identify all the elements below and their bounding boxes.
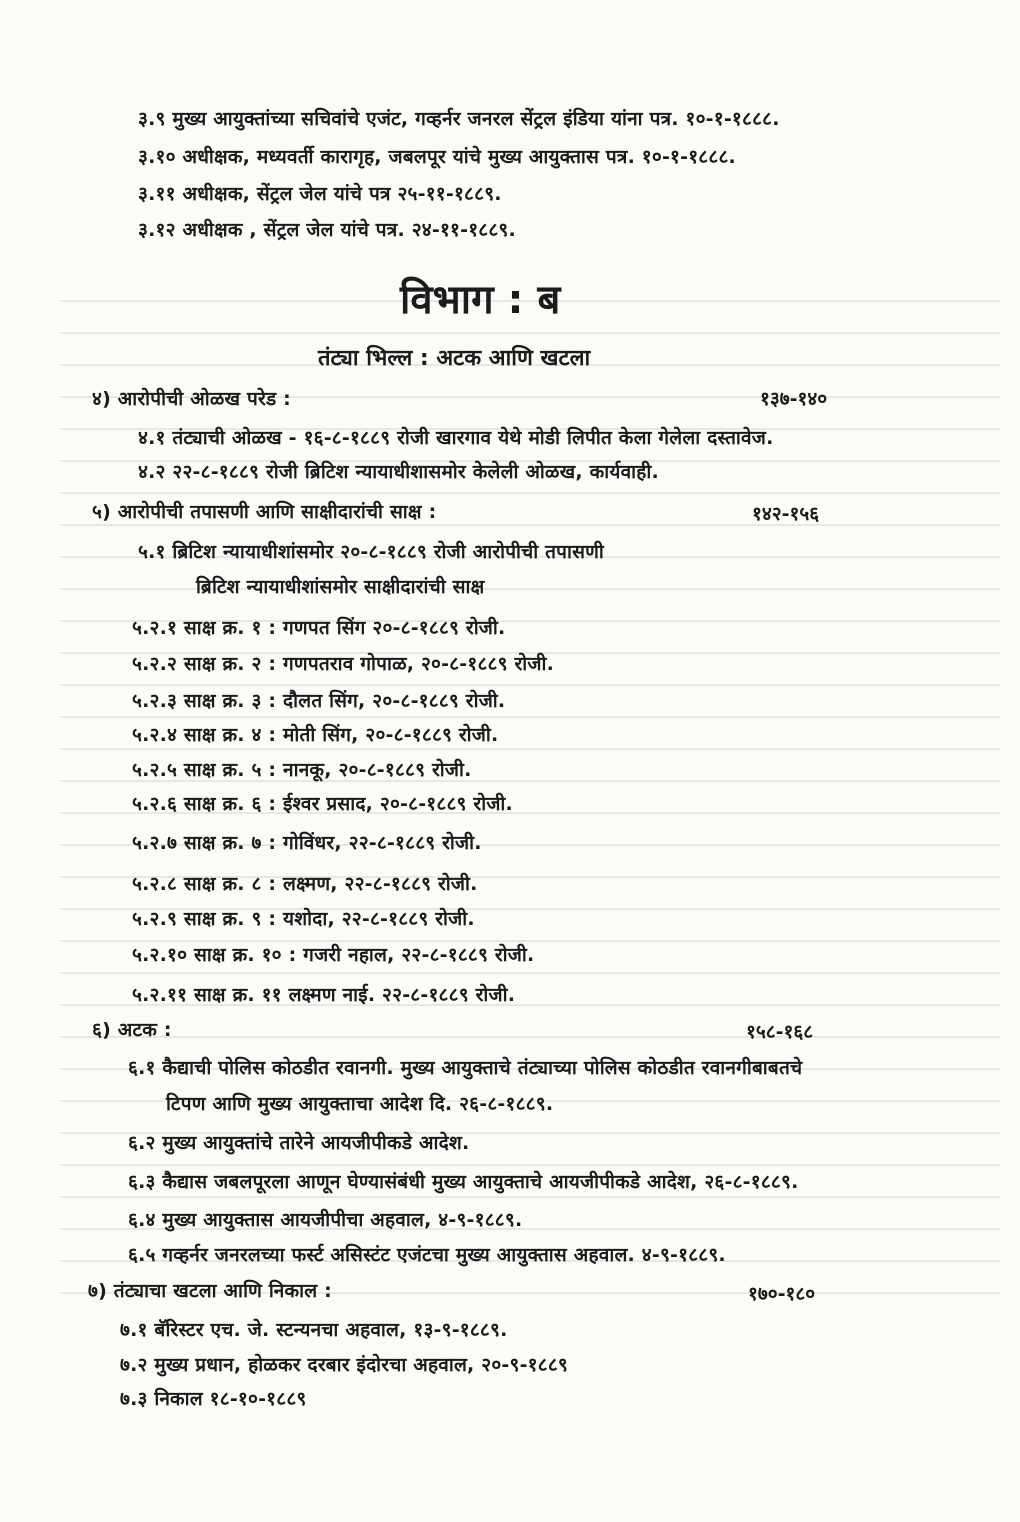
witness-item: ५.२.११ साक्ष क्र. ११ लक्ष्मण नाई. २२-८-१८८९ रोजी. [132,984,516,1006]
list-item: ४.१ तंट्याची ओळख - १६-८-१८८९ रोजी खारगाव येथे मोडी लिपीत केला गेलेला दस्तावेज. [138,427,774,449]
section-heading: ७) तंट्याचा खटला आणि निकाल : [88,1280,332,1302]
page-range: १४२-१५६ [752,503,820,525]
list-item: ६.२ मुख्य आयुक्तांचे तारेने आयजीपीकडे आदेश. [128,1132,470,1154]
witness-item: ५.२.४ साक्ष क्र. ४ : मोती सिंग, २०-८-१८८९ रोजी. [132,724,499,746]
witness-item: ५.२.१ साक्ष क्र. १ : गणपत सिंग २०-८-१८८९ रोजी. [132,617,506,639]
witness-item: ५.२.२ साक्ष क्र. २ : गणपतराव गोपाळ, २०-८-१८८९ रोजी. [132,653,555,675]
section-title: विभाग : ब [400,277,561,323]
list-item: ३.११ अधीक्षक, सेंट्रल जेल यांचे पत्र २५-११-१८८९. [138,183,502,205]
witness-item: ५.२.७ साक्ष क्र. ७ : गोविंधर, २२-८-१८८९ रोजी. [132,832,482,854]
list-item: ७.१ बॅरिस्टर एच. जे. स्टन्यनचा अहवाल, १३-९-१८८९. [120,1319,508,1341]
page-range: १३७-१४० [760,388,828,410]
list-item: टिपण आणि मुख्य आयुक्ताचा आदेश दि. २६-८-१८८९. [166,1093,554,1115]
list-item: ३.९ मुख्य आयुक्तांच्या सचिवांचे एजंट, गव्हर्नर जनरल सेंट्रल इंडिया यांना पत्र. १०-१-१८८८. [138,108,780,130]
witness-item: ५.२.५ साक्ष क्र. ५ : नानकू, २०-८-१८८९ रोजी. [132,759,472,781]
section-heading: ४) आरोपीची ओळख परेड : [92,388,291,410]
list-item: ७.३ निकाल १८-१०-१८८९ [120,1388,307,1410]
list-item: ६.१ कैद्याची पोलिस कोठडीत रवानगी. मुख्य आयुक्ताचे तंट्याच्या पोलिस कोठडीत रवानगीबाबतचे [128,1057,803,1079]
witness-item: ५.२.९ साक्ष क्र. ९ : यशोदा, २२-८-१८८९ रोजी. [132,908,475,930]
section-subtitle: तंट्या भिल्ल : अटक आणि खटला [318,346,591,371]
witness-item: ५.२.३ साक्ष क्र. ३ : दौलत सिंग, २०-८-१८८९ रोजी. [132,690,506,712]
list-item: ६.५ गव्हर्नर जनरलच्या फर्स्ट असिस्टंट एजंटचा मुख्य आयुक्तास अहवाल. ४-९-१८८९. [128,1244,726,1266]
page-range: १७०-१८० [748,1283,816,1305]
witness-item: ५.२.१० साक्ष क्र. १० : गजरी नहाल, २२-८-१८८९ रोजी. [132,944,535,966]
section-heading: ६) अटक : [92,1019,172,1041]
witness-item: ५.२.६ साक्ष क्र. ६ : ईश्वर प्रसाद, २०-८-१८८९ रोजी. [132,793,513,815]
list-item: ६.४ मुख्य आयुक्तास आयजीपीचा अहवाल, ४-९-१८८९. [128,1209,523,1231]
list-item: ७.२ मुख्य प्रधान, होळकर दरबार इंदोरचा अहवाल, २०-९-१८८९ [120,1354,568,1376]
list-item: ३.१२ अधीक्षक , सेंट्रल जेल यांचे पत्र. २४-११-१८८९. [138,219,516,241]
list-item: ५.१ ब्रिटिश न्यायाधीशांसमोर २०-८-१८८९ रोजी आरोपीची तपासणी [138,541,604,563]
page-range: १५८-१६८ [746,1021,814,1043]
list-item: ६.३ कैद्यास जबलपूरला आणून घेण्यासंबंधी मुख्य आयुक्ताचे आयजीपीकडे आदेश, २६-८-१८८९. [128,1171,799,1193]
list-item: ब्रिटिश न्यायाधीशांसमोर साक्षीदारांची साक्ष [196,576,485,598]
witness-item: ५.२.८ साक्ष क्र. ८ : लक्ष्मण, २२-८-१८८९ रोजी. [132,873,478,895]
list-item: ३.१० अधीक्षक, मध्यवर्ती कारागृह, जबलपूर यांचे मुख्य आयुक्तास पत्र. १०-१-१८८८. [138,146,736,168]
list-item: ४.२ २२-८-१८८९ रोजी ब्रिटिश न्यायाधीशासमोर केलेली ओळख, कार्यवाही. [138,461,659,483]
section-heading: ५) आरोपीची तपासणी आणि साक्षीदारांची साक्ष : [92,501,437,523]
